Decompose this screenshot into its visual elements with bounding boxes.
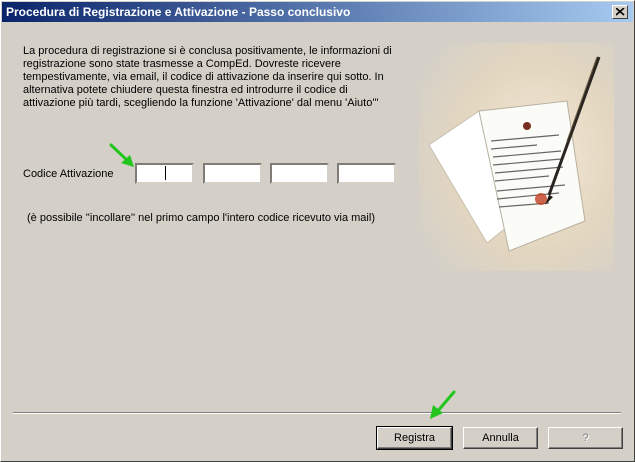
close-icon bbox=[616, 8, 625, 16]
help-button[interactable]: ? bbox=[548, 427, 623, 449]
activation-code-label: Codice Attivazione bbox=[23, 168, 114, 180]
footer-separator bbox=[13, 412, 621, 414]
register-button[interactable]: Registra bbox=[377, 427, 452, 449]
text-caret bbox=[165, 166, 166, 180]
activation-code-field-3[interactable] bbox=[270, 163, 329, 184]
activation-code-field-2[interactable] bbox=[203, 163, 262, 184]
title-bar[interactable] bbox=[2, 2, 633, 22]
window-title: Procedura di Registrazione e Attivazione - Passo conclusivo bbox=[6, 5, 351, 19]
green-arrow-icon bbox=[109, 143, 137, 169]
cancel-button[interactable]: Annulla bbox=[463, 427, 538, 449]
paste-hint-text: (è possibile ''incollare'' nel primo campo l'intero codice ricevuto via mail) bbox=[27, 212, 375, 224]
close-button[interactable] bbox=[612, 5, 628, 19]
green-arrow-icon bbox=[427, 389, 457, 421]
activation-code-field-4[interactable] bbox=[337, 163, 396, 184]
document-quill-illustration bbox=[419, 43, 614, 271]
description-text: La procedura di registrazione si è conclusa positivamente, le informazioni di registrazione sono state trasmesse a CompEd. Dovreste ricevere tempestivamente, via email, il codice di attivazione da inserire qui sotto. In alternativa potete chiudere questa finestra ed introdurre il codice di attivazione più tardi, scegliendo la funzione 'Attivazione' dal menu 'Aiuto'" bbox=[23, 45, 392, 109]
